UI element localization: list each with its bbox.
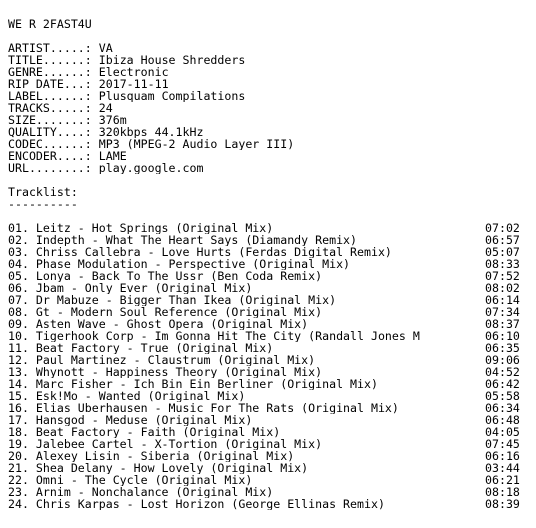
track-duration: 06:42 bbox=[485, 377, 520, 391]
track-title: Jalebee Cartel - X-Tortion (Original Mix) bbox=[35, 438, 323, 450]
track-duration: 06:14 bbox=[485, 293, 520, 307]
track-duration: 05:58 bbox=[485, 389, 520, 403]
track-duration: 07:45 bbox=[485, 437, 520, 451]
info-label: CODEC......: bbox=[8, 138, 99, 150]
track-row bbox=[8, 318, 532, 330]
track-number: 12. bbox=[8, 353, 36, 367]
track-duration: 08:02 bbox=[485, 281, 520, 295]
track-row bbox=[8, 450, 532, 462]
track-number: 21. bbox=[8, 461, 36, 475]
info-title bbox=[8, 54, 532, 66]
track-row bbox=[8, 414, 532, 426]
info-value: Electronic bbox=[98, 66, 169, 78]
nfo-document bbox=[8, 18, 532, 510]
info-value: 376m bbox=[98, 114, 127, 126]
info-encoder bbox=[8, 150, 532, 162]
track-duration: 08:39 bbox=[485, 497, 520, 511]
info-label: LABEL......: bbox=[8, 90, 99, 102]
track-number: 17. bbox=[8, 413, 36, 427]
track-duration: 05:07 bbox=[485, 245, 520, 259]
track-duration: 06:48 bbox=[485, 413, 520, 427]
track-number: 09. bbox=[8, 317, 36, 331]
info-genre bbox=[8, 66, 532, 78]
track-number: 14. bbox=[8, 377, 36, 391]
info-label: GENRE......: bbox=[8, 66, 99, 78]
track-row bbox=[8, 354, 532, 366]
track-title: Tigerhook Corp - Im Gonna Hit The City (Randall Jones M bbox=[35, 330, 420, 342]
info-tracks bbox=[8, 102, 532, 114]
track-row bbox=[8, 306, 532, 318]
track-duration: 08:33 bbox=[485, 257, 520, 271]
track-row bbox=[8, 330, 532, 342]
track-number: 02. bbox=[8, 233, 36, 247]
track-number: 01. bbox=[8, 221, 36, 235]
track-title: Indepth - What The Heart Says (Diamandy Remix) bbox=[35, 234, 358, 246]
track-title: Whynott - Happiness Theory (Original Mix) bbox=[35, 366, 323, 378]
spacer bbox=[8, 30, 532, 42]
track-number: 20. bbox=[8, 449, 36, 463]
info-value: Plusquam Compilations bbox=[98, 90, 246, 102]
spacer bbox=[8, 174, 532, 186]
track-duration: 06:16 bbox=[485, 449, 520, 463]
track-row bbox=[8, 246, 532, 258]
track-row bbox=[8, 378, 532, 390]
tracklist-heading: Tracklist: bbox=[8, 186, 78, 198]
track-number: 13. bbox=[8, 365, 36, 379]
track-number: 24. bbox=[8, 497, 36, 511]
track-duration: 06:34 bbox=[485, 401, 520, 415]
track-title: Beat Factory - Faith (Original Mix) bbox=[35, 426, 281, 438]
track-duration: 06:21 bbox=[485, 473, 520, 487]
track-title: Paul Martinez - Claustrum (Original Mix) bbox=[35, 354, 316, 366]
track-number: 03. bbox=[8, 245, 36, 259]
info-label: RIP DATE...: bbox=[8, 78, 99, 90]
track-title: Gt - Modern Soul Reference (Original Mix) bbox=[35, 306, 323, 318]
track-title: Beat Factory - True (Original Mix) bbox=[35, 342, 274, 354]
track-number: 06. bbox=[8, 281, 36, 295]
track-row bbox=[8, 390, 532, 402]
track-duration: 06:57 bbox=[485, 233, 520, 247]
track-number: 23. bbox=[8, 485, 36, 499]
track-number: 16. bbox=[8, 401, 36, 415]
track-title: Omni - The Cycle (Original Mix) bbox=[35, 474, 253, 486]
track-title: Hansgod - Meduse (Original Mix) bbox=[35, 414, 253, 426]
track-row bbox=[8, 474, 532, 486]
track-row bbox=[8, 486, 532, 498]
info-value: VA bbox=[98, 42, 113, 54]
track-title: Esk!Mo - Wanted (Original Mix) bbox=[35, 390, 246, 402]
info-label: TITLE......: bbox=[8, 54, 99, 66]
track-row bbox=[8, 258, 532, 270]
track-duration: 09:06 bbox=[485, 353, 520, 367]
track-number: 15. bbox=[8, 389, 36, 403]
track-title: Arnim - Nonchalance (Original Mix) bbox=[35, 486, 274, 498]
track-row bbox=[8, 366, 532, 378]
track-row bbox=[8, 342, 532, 354]
tracklist bbox=[8, 222, 532, 510]
tracklist-underline: ---------- bbox=[8, 198, 78, 210]
track-duration: 08:18 bbox=[485, 485, 520, 499]
track-number: 18. bbox=[8, 425, 36, 439]
track-title: Leitz - Hot Springs (Original Mix) bbox=[35, 222, 274, 234]
track-row bbox=[8, 402, 532, 414]
track-duration: 07:02 bbox=[485, 221, 520, 235]
track-row bbox=[8, 462, 532, 474]
info-label: ENCODER....: bbox=[8, 150, 99, 162]
track-number: 19. bbox=[8, 437, 36, 451]
info-value: Ibiza House Shredders bbox=[98, 54, 246, 66]
info-value: 2017-11-11 bbox=[98, 78, 169, 90]
info-label: TRACKS.....: bbox=[8, 102, 99, 114]
track-title: Shea Delany - How Lovely (Original Mix) bbox=[35, 462, 309, 474]
track-title: Alexey Lisin - Siberia (Original Mix) bbox=[35, 450, 295, 462]
track-title: Phase Modulation - Perspective (Original Mix) bbox=[35, 258, 351, 270]
track-row bbox=[8, 426, 532, 438]
track-title: Marc Fisher - Ich Bin Ein Berliner (Original Mix) bbox=[35, 378, 378, 390]
info-value: play.google.com bbox=[98, 162, 204, 174]
track-duration: 07:52 bbox=[485, 269, 520, 283]
track-title: Jbam - Only Ever (Original Mix) bbox=[35, 282, 253, 294]
track-duration: 08:37 bbox=[485, 317, 520, 331]
track-duration: 06:10 bbox=[485, 329, 520, 343]
spacer bbox=[8, 210, 532, 222]
track-number: 22. bbox=[8, 473, 36, 487]
track-row bbox=[8, 270, 532, 282]
track-number: 10. bbox=[8, 329, 36, 343]
track-row bbox=[8, 222, 532, 234]
info-value: 24 bbox=[98, 102, 113, 114]
track-row bbox=[8, 294, 532, 306]
track-number: 04. bbox=[8, 257, 36, 271]
info-size bbox=[8, 114, 532, 126]
track-row bbox=[8, 282, 532, 294]
track-row bbox=[8, 234, 532, 246]
info-value: 320kbps 44.1kHz bbox=[98, 126, 204, 138]
info-value: LAME bbox=[98, 150, 127, 162]
track-duration: 07:34 bbox=[485, 305, 520, 319]
track-duration: 04:05 bbox=[485, 425, 520, 439]
info-label-name bbox=[8, 90, 532, 102]
info-label: ARTIST.....: bbox=[8, 42, 99, 54]
track-duration: 04:52 bbox=[485, 365, 520, 379]
track-title: Asten Wave - Ghost Opera (Original Mix) bbox=[35, 318, 309, 330]
track-number: 08. bbox=[8, 305, 36, 319]
track-duration: 03:44 bbox=[485, 461, 520, 475]
release-info-block bbox=[8, 42, 532, 174]
info-value: MP3 (MPEG-2 Audio Layer III) bbox=[98, 138, 295, 150]
info-quality bbox=[8, 126, 532, 138]
track-title: Dr Mabuze - Bigger Than Ikea (Original Mix) bbox=[35, 294, 337, 306]
info-label: URL........: bbox=[8, 162, 99, 174]
track-row bbox=[8, 498, 532, 510]
track-title: Chris Karpas - Lost Horizon (George Ellinas Remix) bbox=[35, 498, 385, 510]
track-row bbox=[8, 438, 532, 450]
release-group-header: WE R 2FAST4U bbox=[8, 18, 92, 30]
info-artist bbox=[8, 42, 532, 54]
info-rip-date bbox=[8, 78, 532, 90]
info-label: QUALITY....: bbox=[8, 126, 99, 138]
track-number: 07. bbox=[8, 293, 36, 307]
track-title: Chriss Callebra - Love Hurts (Ferdas Digital Remix) bbox=[35, 246, 392, 258]
info-label: SIZE.......: bbox=[8, 114, 99, 126]
track-title: Lonya - Back To The Ussr (Ben Coda Remix) bbox=[35, 270, 323, 282]
info-url bbox=[8, 162, 532, 174]
track-duration: 06:35 bbox=[485, 341, 520, 355]
info-codec bbox=[8, 138, 532, 150]
track-number: 11. bbox=[8, 341, 36, 355]
track-title: Elias Uberhausen - Music For The Rats (Original Mix) bbox=[35, 402, 399, 414]
track-number: 05. bbox=[8, 269, 36, 283]
